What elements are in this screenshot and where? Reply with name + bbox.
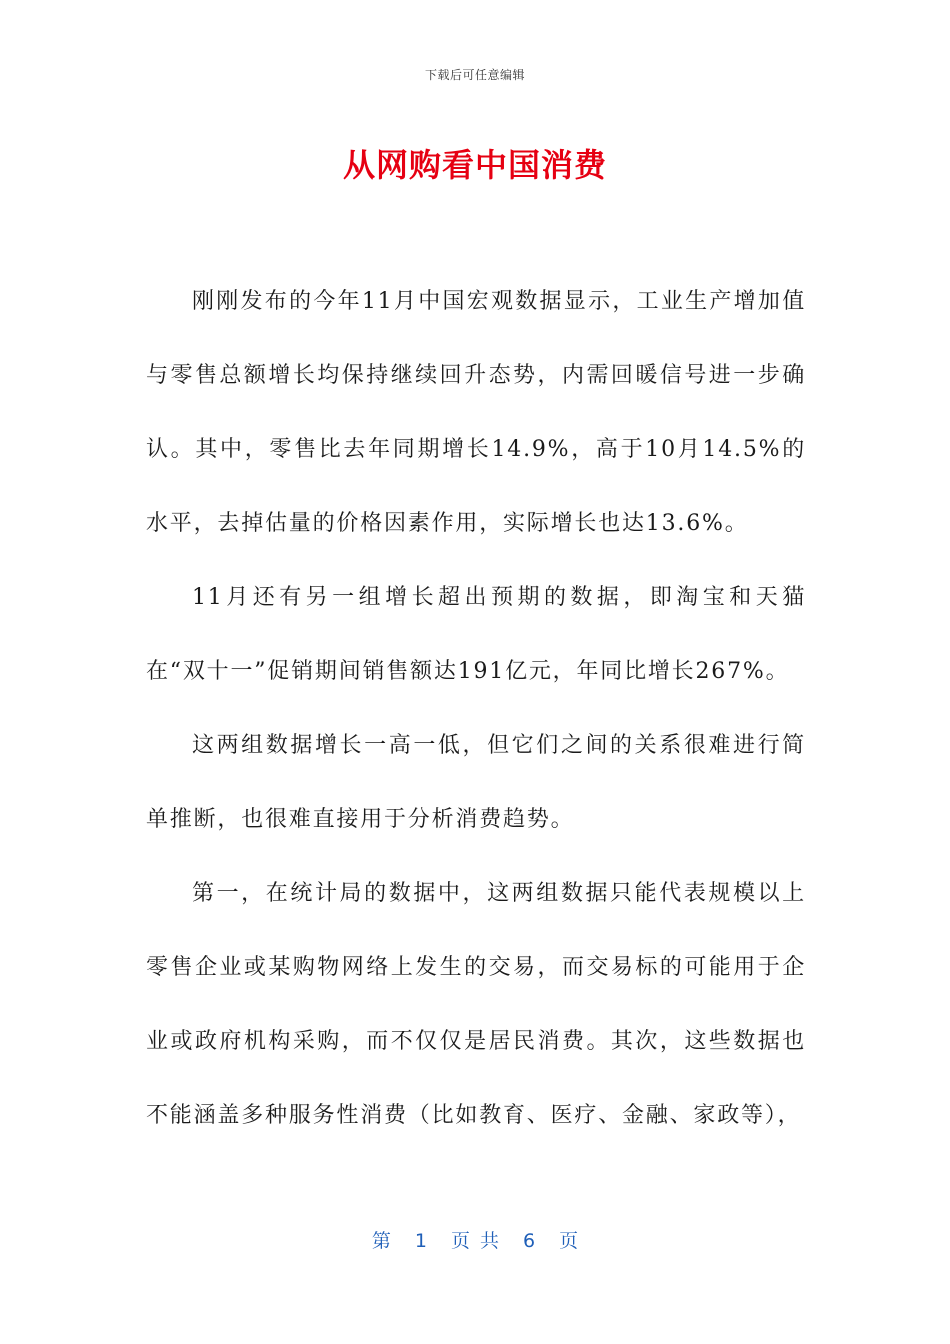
- footer-middle: 页 共: [450, 1230, 500, 1252]
- document-body: [146, 265, 806, 1153]
- document-title: 从网购看中国消费: [342, 146, 607, 184]
- paragraph-3: 这两组数据增长一高一低，但它们之间的关系很难进行简单推断，也很难直接用于分析消费趋势。: [146, 733, 806, 832]
- current-page-number: 1: [414, 1230, 427, 1252]
- footer-suffix: 页: [559, 1230, 579, 1252]
- page-footer: [0, 1226, 950, 1253]
- total-pages-number: 6: [523, 1230, 536, 1252]
- paragraph-1: 刚刚发布的今年11月中国宏观数据显示，工业生产增加值与零售总额增长均保持继续回升态势，内需回暖信号进一步确认。其中，零售比去年同期增长14.9%，高于10月14.5%的水平，去掉估量的价格因素作用，实际增长也达13.6%。: [146, 289, 806, 536]
- footer-prefix: 第: [371, 1230, 391, 1252]
- header-note: 下载后可任意编辑: [424, 68, 525, 82]
- paragraph-4: 第一，在统计局的数据中，这两组数据只能代表规模以上零售企业或某购物网络上发生的交易，而交易标的可能用于企业或政府机构采购，而不仅仅是居民消费。其次，这些数据也不能涵盖多种服务性消费（比如教育、医疗、金融、家政等），: [146, 881, 806, 1128]
- paragraph-2: 11月还有另一组增长超出预期的数据，即淘宝和天猫在“双十一”促销期间销售额达191亿元，年同比增长267%。: [146, 585, 806, 684]
